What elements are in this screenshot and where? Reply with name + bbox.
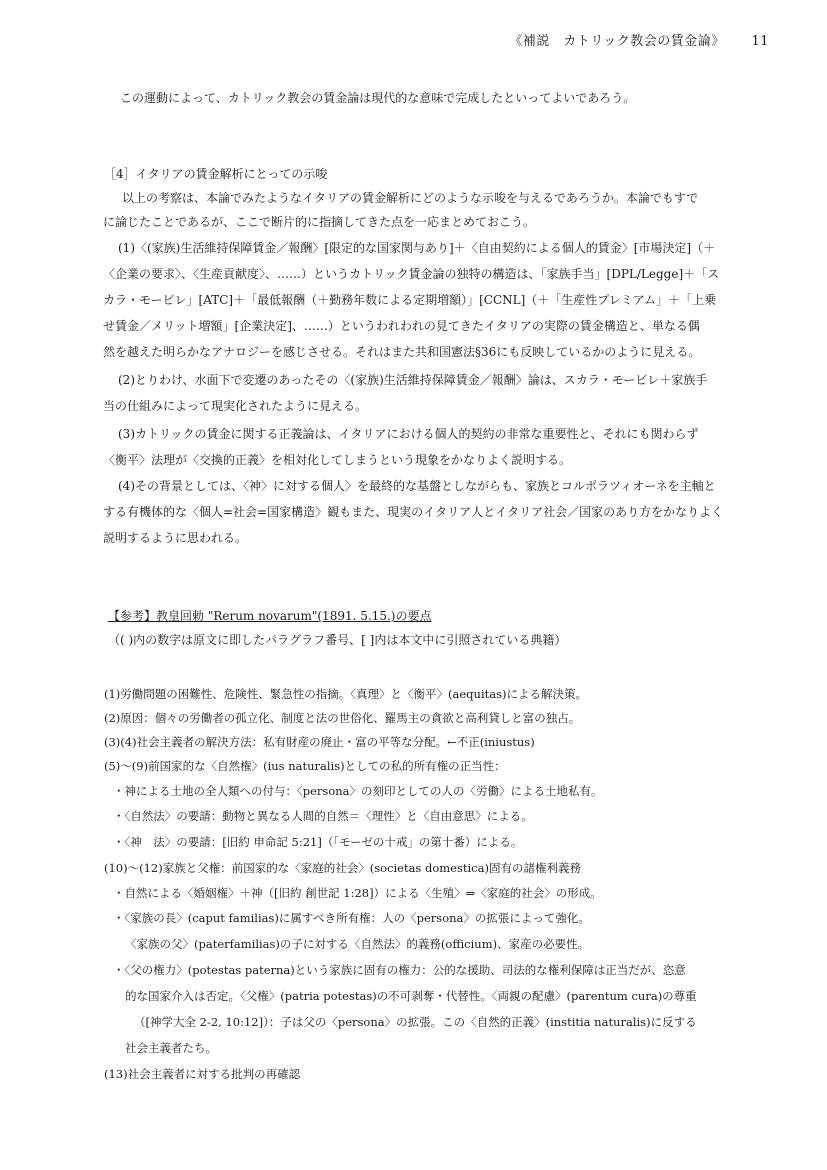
reference-line: 社会主義者たち。 (125, 1041, 217, 1055)
section-heading: ［4］イタリアの賃金解析にとっての示唆 (104, 167, 328, 181)
paragraph-line: 〈衡平〉法理が〈交換的正義〉を相対化してしまうという現象をかなりよく説明する。 (103, 453, 572, 467)
reference-line: (2)原因：個々の労働者の孤立化、制度と法の世俗化、羅馬主の貪欲と高利貸しと富の独占。 (104, 711, 581, 725)
paragraph-line: カラ・モービレ」[ATC]＋「最低報酬（＋勤務年数による定期増額）」[CCNL]（＋「生産性プレミアム」＋「上乗 (103, 293, 716, 307)
reference-line: ・自然による〈婚姻権〉＋神（[旧約 創世記 1:28]）による〈生殖〉⇒〈家庭的社会〉の形成。 (113, 886, 602, 900)
reference-line: (3)(4)社会主義者の解決方法：私有財産の廃止・富の平等な分配。←不正(iniustus) (104, 735, 535, 749)
reference-line: (10)～(12)家族と父権：前国家的な〈家庭的社会〉(societas domestica)固有の諸権利義務 (104, 861, 581, 875)
paragraph-line: 説明するように思われる。 (103, 531, 248, 545)
paragraph-line: に論じたことであるが、ここで断片的に指摘してきた点を一応まとめておこう。 (103, 215, 536, 229)
reference-line: (13)社会主義者に対する批判の再確認 (104, 1067, 301, 1081)
running-header (509, 30, 769, 49)
reference-line: ・〈自然法〉の要請：動物と異なる人間的自然＝〈理性〉と〈自由意思〉による。 (113, 809, 533, 823)
reference-note: （( )内の数字は原文に即したパラグラフ番号、[ ]内は本文中に引照されている典籍） (108, 633, 567, 647)
reference-line: ・神による土地の全人類への付与：〈persona〉の刻印としての人の〈労働〉による土地私有。 (113, 784, 603, 798)
reference-line: (1)労働問題の困難性、危険性、緊急性の指摘。〈真理〉と〈衡平〉(aequitas)による解決策。 (104, 687, 587, 701)
paragraph-line: (1)〈(家族)生活維持保障賃金／報酬〉[限定的な国家関与あり]＋〈自由契約による個人的賃金〉[市場決定]（＋ (118, 241, 716, 255)
reference-line: ・〈家族の長〉(caput familias)に属すべき所有権：人の〈persona〉の拡張によって強化。 (113, 911, 590, 925)
reference-line: (5)～(9)前国家的な〈自然権〉(ius naturalis)としての私的所有権の正当性： (104, 759, 506, 773)
running-title: 《補説 カトリック教会の賃金論》 (509, 34, 725, 49)
reference-line: （[神学大全 2-2, 10:12]）：子は父の〈persona〉の拡張。この〈自然的正義〉(institia naturalis)に反する (134, 1015, 697, 1029)
paragraph-line: (3)カトリックの賃金に関する正義論は、イタリアにおける個人的契約の非常な重要性と、それにも関わらず (118, 427, 699, 441)
reference-line: 〈家族の父〉(paterfamilias)の子に対する〈自然法〉的義務(officium)、家産の必要性。 (125, 937, 590, 951)
paragraph-line: 以上の考察は、本論でみたようなイタリアの賃金解析にどのような示唆を与えるであろうか。本論でもすで (122, 191, 699, 205)
reference-line: ・〈父の権力〉(potestas paterna)という家族に固有の権力：公的な援助、司法的な権利保障は正当だが、恣意 (113, 963, 686, 977)
paragraph-line: 〈企業の要求〉、〈生産貢献度〉、……）というカトリック賃金論の独特の構造は、「家族手当」[DPL/Legge]＋「ス (103, 267, 720, 281)
paragraph-line: 然を越えた明らかなアナロジーを感じさせる。それはまた共和国憲法§36にも反映しているかのように見える。 (103, 345, 701, 359)
paragraph-line: 当の仕組みによって現実化されたように見える。 (103, 399, 368, 413)
reference-line: 的な国家介入は否定。〈父権〉(patria potestas)の不可剥奪・代替性。〈両親の配慮〉(parentum cura)の尊重 (125, 989, 697, 1003)
reference-line: ・〈神 法〉の要請：[旧約 申命記 5:21]（「モーゼの十戒」の第十番）による。 (113, 835, 523, 849)
paragraph-line: (4)その背景としては、〈神〉に対する個人〉を最終的な基盤としながらも、家族とコルポラツィオーネを主軸と (118, 479, 716, 493)
paragraph-line: (2)とりわけ、水面下で変遷のあったその〈(家族)生活維持保障賃金／報酬〉論は、スカラ・モービレ＋家族手 (118, 373, 708, 387)
closing-line: この運動によって、カトリック教会の賃金論は現代的な意味で完成したといってよいであろう。 (120, 91, 636, 105)
paragraph-line: する有機体的な〈個人=社会=国家構造〉観もまた、現実のイタリア人とイタリア社会／国家のあり方をかなりよく (103, 505, 724, 519)
paragraph-line: せ賃金／メリット増額」[企業決定]、……）というわれわれの見てきたイタリアの実際の賃金構造と、単なる偶 (103, 319, 700, 333)
reference-heading: 【参考】教皇回勅 "Rerum novarum"(1891. 5.15.)の要点 (108, 609, 432, 623)
page-number: 11 (751, 34, 769, 49)
